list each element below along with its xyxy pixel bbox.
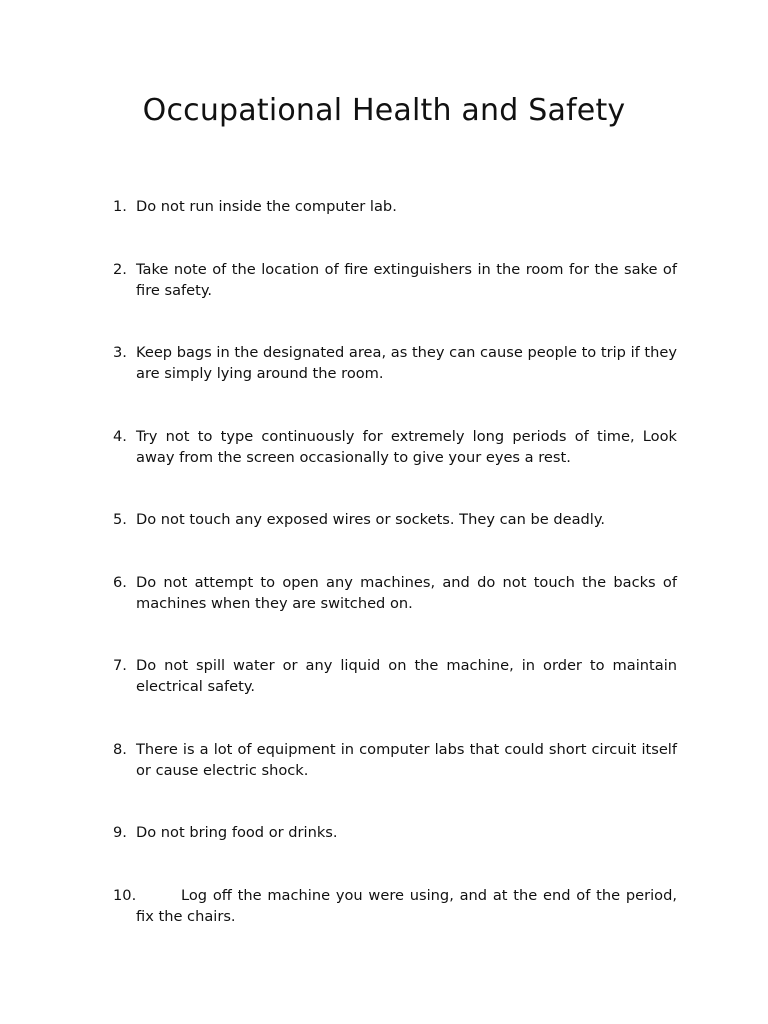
list-item-number: 8.	[113, 740, 127, 758]
list-item-text: Do not spill water or any liquid on the machine, in order to maintain electrical safety.	[136, 657, 677, 695]
list-item-text: Try not to type continuously for extremely long periods of time, Look away from the screen occasionally to give your eyes a rest.	[136, 427, 677, 466]
list-item	[113, 259, 677, 301]
list-item-text: Keep bags in the designated area, as they can cause people to trip if they are simply lying around the room.	[136, 344, 677, 382]
list-item-text: Do not attempt to open any machines, and do not touch the backs of machines when they are switched on.	[136, 573, 677, 612]
list-item-text: Log off the machine you were using, and at the end of the period, fix the chairs.	[136, 886, 677, 925]
list-item-text: Do not touch any exposed wires or sockets. They can be deadly.	[136, 511, 606, 528]
list-item-number: 6.	[113, 573, 127, 591]
safety-rules-list	[113, 196, 677, 968]
list-item	[113, 509, 677, 530]
list-item-text: Do not run inside the computer lab.	[136, 198, 397, 215]
list-item	[113, 196, 677, 217]
list-item-number: 10.	[113, 886, 137, 904]
list-item-text: There is a lot of equipment in computer labs that could short circuit itself or cause electric shock.	[136, 740, 677, 779]
list-item-number: 5.	[113, 511, 127, 528]
list-item	[113, 885, 677, 927]
list-item	[113, 655, 677, 697]
list-item	[113, 739, 677, 781]
list-item	[113, 572, 677, 614]
list-item	[113, 822, 677, 843]
list-item	[113, 342, 677, 384]
list-item-number: 9.	[113, 824, 127, 841]
list-item-number: 2.	[113, 260, 127, 278]
list-item-text: Do not bring food or drinks.	[136, 824, 338, 841]
list-item-number: 4.	[113, 427, 127, 445]
list-item-number: 3.	[113, 344, 127, 361]
list-item-number: 1.	[113, 198, 127, 215]
list-item	[113, 426, 677, 468]
page-title: Occupational Health and Safety	[142, 93, 626, 128]
list-item-number: 7.	[113, 657, 127, 674]
list-item-text: Take note of the location of fire extinguishers in the room for the sake of fire safety.	[136, 260, 677, 299]
